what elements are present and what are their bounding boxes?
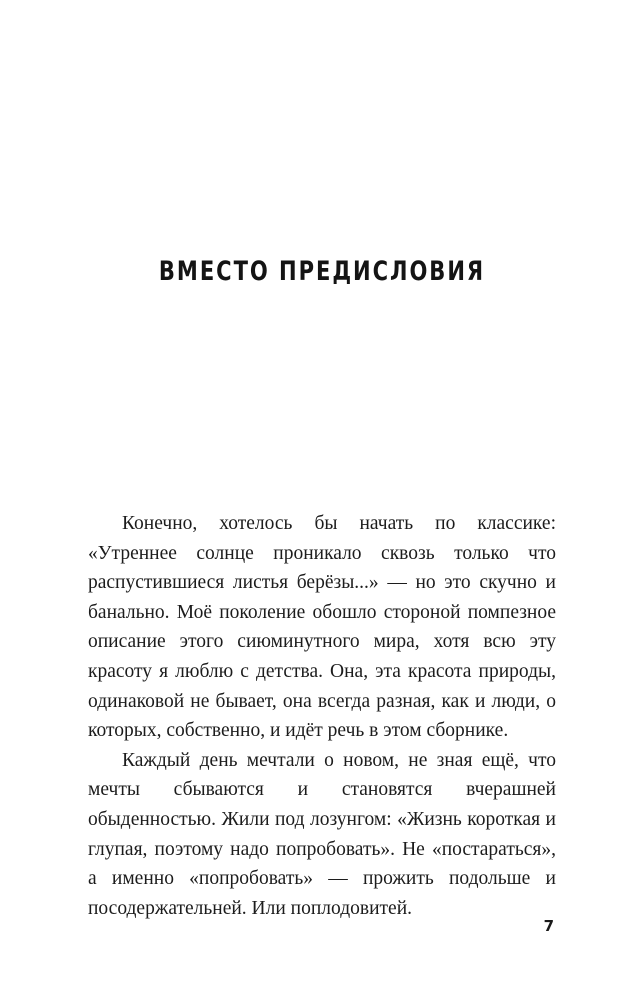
paragraph-2: Каждый день мечтали о новом, не зная ещё, что мечты сбываются и становятся вчерашней обыденностью. Жили под лозунгом: «Жизнь короткая и глупая, поэтому надо попробовать». Не «постараться», а именно «попробовать» — прожить подольше и посодержательней. Или поплодовитей.: [88, 749, 556, 919]
page-number: 7: [543, 917, 554, 935]
chapter-title: ВМЕСТО ПРЕДИСЛОВИЯ: [158, 256, 486, 287]
paragraph-1: Конечно, хотелось бы начать по классике: «Утреннее солнце проникало сквозь только что распустившиеся листья берёзы...» — но это скучно и банально. Моё поколение обошло стороной помпезное описание этого сиюминутного мира, хотя всю эту красоту я люблю с детства. Она, эта красота природы, одинаковой не бывает, она всегда разная, как и люди, о которых, собственно, и идёт речь в этом сборнике.: [88, 513, 556, 742]
body-text: [88, 509, 556, 923]
